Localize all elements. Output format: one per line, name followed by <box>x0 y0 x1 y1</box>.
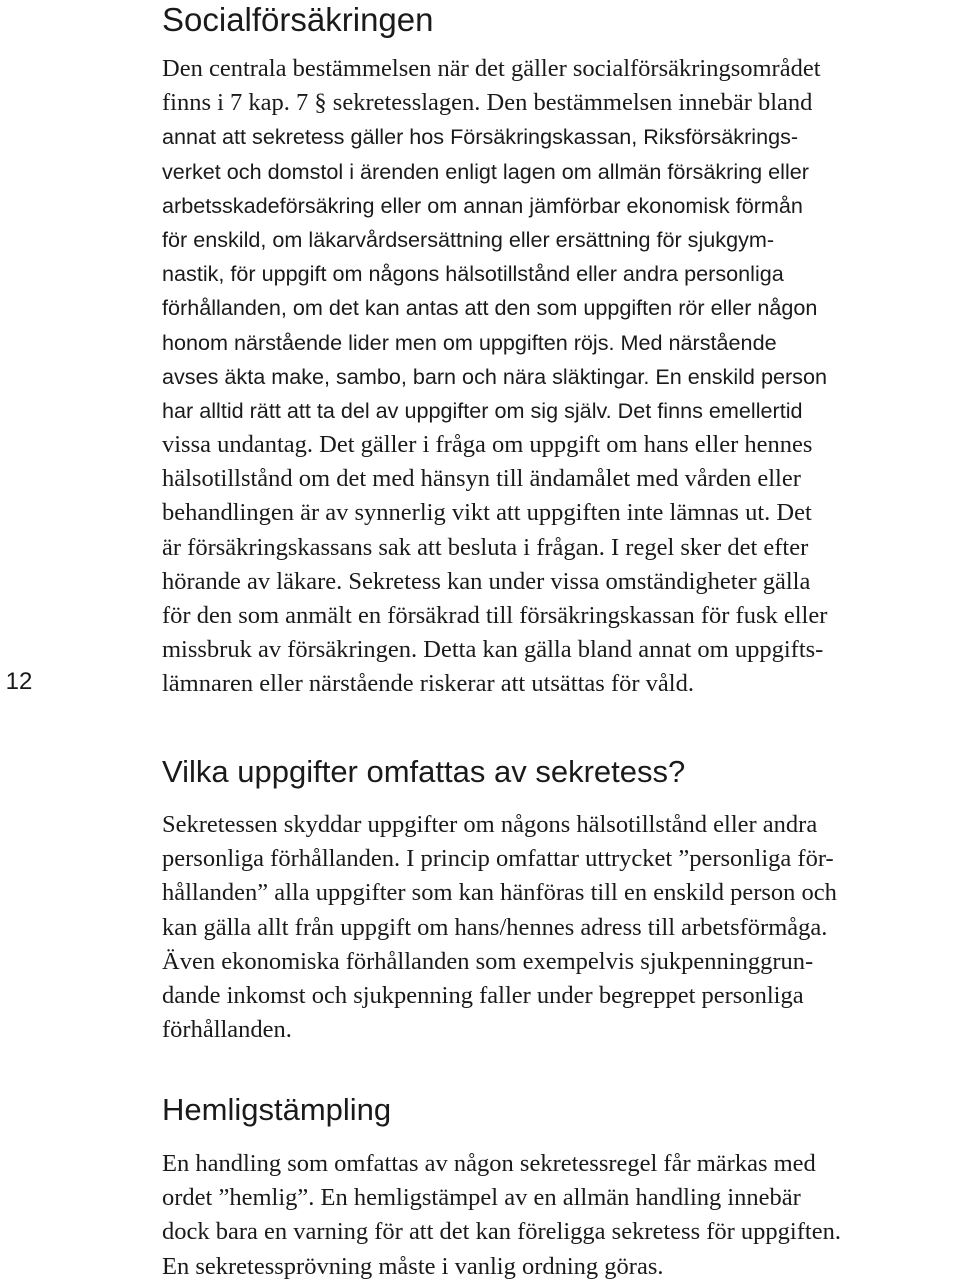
text-line: honom närstående lider men om uppgiften röjs. Med närstående <box>162 329 777 355</box>
text-line: Även ekonomiska förhållanden som exempelvis sjukpenninggrun- <box>162 947 814 975</box>
text-line: En handling som omfattas av någon sekretessregel får märkas med <box>162 1150 816 1177</box>
text-line: har alltid rätt att ta del av uppgifter om sig själv. Det finns emellertid <box>162 397 803 423</box>
paragraph-hemligstampling <box>162 1147 957 1284</box>
text-line: avses äkta make, sambo, barn och nära släktingar. En enskild person <box>162 363 827 389</box>
text-line: vissa undantag. Det gäller i fråga om uppgift om hans eller hennes <box>162 431 813 459</box>
text-line: nastik, för uppgift om någons hälsotillstånd eller andra personliga <box>162 261 784 287</box>
text-line: dock bara en varning för att det kan föreligga sekretess för uppgiften. <box>162 1218 841 1246</box>
text-line: personliga förhållanden. I princip omfattar uttrycket ”personliga för- <box>162 845 834 873</box>
text-line: hörande av läkare. Sekretess kan under vissa omständigheter gälla <box>162 567 811 595</box>
text-line: arbetsskadeförsäkring eller om annan jämförbar ekonomisk förmån <box>162 192 803 218</box>
paragraph-vilka-uppgifter <box>162 808 957 1047</box>
text-line: verket och domstol i ärenden enligt lagen om allmän försäkring eller <box>162 158 809 184</box>
text-line: hälsotillstånd om det med hänsyn till ändamålet med vården eller <box>162 465 801 493</box>
text-line: för den som anmält en försäkrad till försäkringskassan för fusk eller <box>162 602 828 629</box>
section-heading-socialforsakringen: Socialförsäkringen <box>162 1 434 38</box>
text-line: Den centrala bestämmelsen när det gäller socialförsäkringsområdet <box>162 55 821 82</box>
section-heading-hemligstampling: Hemligstämpling <box>162 1092 392 1127</box>
text-line: ordet ”hemlig”. En hemligstämpel av en allmän handling innebär <box>162 1184 801 1212</box>
text-line: är försäkringskassans sak att besluta i frågan. I regel sker det efter <box>162 533 809 561</box>
text-line: kan gälla allt från uppgift om hans/hennes adress till arbetsförmåga. <box>162 913 828 941</box>
section-heading-vilka-uppgifter: Vilka uppgifter omfattas av sekretess? <box>162 754 686 789</box>
text-line: lämnaren eller närstående riskerar att utsättas för våld. <box>162 670 694 698</box>
text-line: hållanden” alla uppgifter som kan hänföras till en enskild person och <box>162 879 837 907</box>
text-line: missbruk av försäkringen. Detta kan gälla bland annat om uppgifts- <box>162 636 824 664</box>
paragraph-socialforsakringen <box>162 52 957 702</box>
text-line: En sekretessprövning måste i vanlig ordning göras. <box>162 1252 664 1280</box>
text-line: dande inkomst och sjukpenning faller under begreppet personliga <box>162 981 804 1009</box>
text-line: förhållanden, om det kan antas att den som uppgiften rör eller någon <box>162 295 818 321</box>
text-line: finns i 7 kap. 7 § sekretesslagen. Den bestämmelsen innebär bland <box>162 89 813 117</box>
page-number: 12 <box>5 668 33 695</box>
text-line: annat att sekretess gäller hos Försäkringskassan, Riksförsäkrings- <box>162 124 799 150</box>
text-line: Sekretessen skyddar uppgifter om någons hälsotillstånd eller andra <box>162 811 818 838</box>
text-line: behandlingen är av synnerlig vikt att uppgiften inte lämnas ut. Det <box>162 499 812 527</box>
text-line: förhållanden. <box>162 1016 292 1044</box>
text-line: för enskild, om läkarvårdsersättning eller ersättning för sjukgym- <box>162 226 775 252</box>
